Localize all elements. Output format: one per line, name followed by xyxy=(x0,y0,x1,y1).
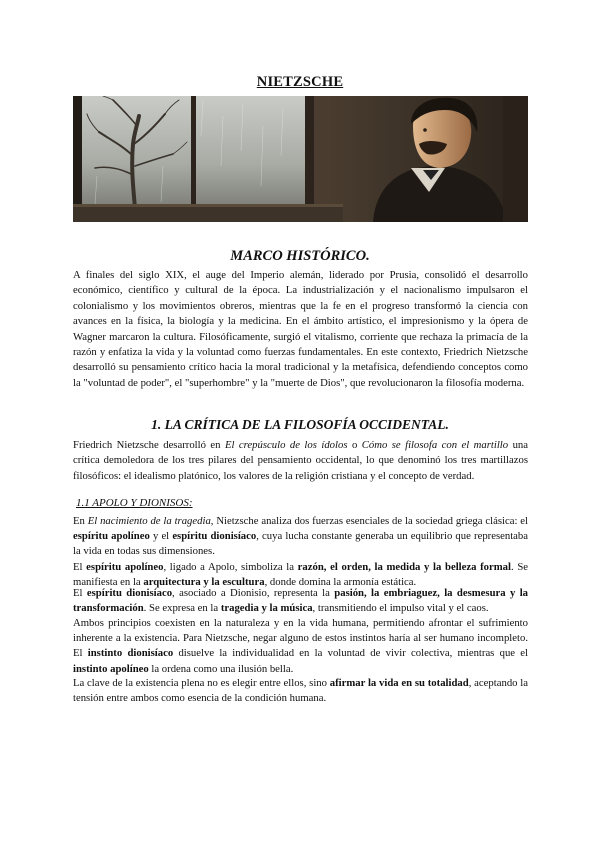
emphasis: espíritu dionisíaco xyxy=(86,587,173,599)
emphasis: instinto dionisíaco xyxy=(87,647,174,660)
text-run: El xyxy=(73,561,87,573)
text-run: , Nietzsche analiza dos fuerzas esenciales de la sociedad griega clásica: el xyxy=(210,515,529,527)
section-heading-critica: 1. LA CRÍTICA DE LA FILOSOFÍA OCCIDENTAL. xyxy=(151,417,449,432)
emphasis: afirmar la vida en su totalidad xyxy=(329,677,469,689)
nietzsche-portrait-image xyxy=(73,96,528,222)
text-run: disuelve la individualidad en la voluntad de vivir colectiva, mientras que el xyxy=(173,647,529,660)
text-run: la ordena como una ilusión bella. xyxy=(148,662,294,675)
work-title: El nacimiento de la tragedia xyxy=(87,515,211,527)
subsection-heading-apolo-dionisos: 1.1 APOLO Y DIONISOS: xyxy=(76,497,193,509)
text-run: . Se expresa en la xyxy=(143,602,221,615)
text-run: una crítica demoledora de los tres pilares del pensamiento occidental, lo que denominó los tres martillazos filosóficos: el idealismo platónico, los valores de la religión cristiana y el concepto de verdad. xyxy=(73,439,529,482)
text-run: o xyxy=(347,439,362,451)
emphasis: tragedia y la música xyxy=(220,602,313,615)
text-run: , donde domina la armonía estática. xyxy=(264,576,417,589)
paragraph-critica xyxy=(73,438,528,484)
text-run: . Se manifiesta en la xyxy=(73,561,529,589)
text-run: y el xyxy=(149,530,173,543)
emphasis: espíritu apolíneo xyxy=(86,561,164,573)
text-run: , cuya lucha constante generaba un equilibrio que representaba la vida en todas sus dimensiones. xyxy=(73,530,529,558)
work-title: El crepúsculo de los ídolos xyxy=(224,439,348,451)
text-run: , aceptando la tensión entre ambos como esencia de la condición humana. xyxy=(73,677,528,705)
text-run: , ligado a Apolo, simboliza la xyxy=(163,561,298,573)
emphasis: pasión, la embriaguez, la desmesura y la transformación xyxy=(73,587,529,615)
paragraph-apolo-dionisos-5 xyxy=(73,676,528,706)
paragraph-apolo-dionisos-3 xyxy=(73,586,528,616)
text-run: El xyxy=(73,587,87,599)
emphasis: espíritu dionisíaco xyxy=(172,530,257,543)
text-run: Friedrich Nietzsche desarrolló en xyxy=(73,439,225,451)
emphasis: arquitectura y la escultura xyxy=(143,576,265,589)
document-title: NIETZSCHE xyxy=(256,74,344,90)
section-heading-marco-historico: MARCO HISTÓRICO. xyxy=(230,248,370,264)
text-run: Ambos principios coexisten en la naturaleza y en la vida humana, permitiendo afrontar el sufrimiento inherente a la existencia. Para Nietzsche, negar alguno de estos instintos haría al ser humano incompleto. El xyxy=(73,617,528,660)
text-run: , asociado a Dionisio, representa la xyxy=(172,587,335,599)
paragraph-marco-historico: A finales del siglo XIX, el auge del Imperio alemán, liderado por Prusia, consolidó el desarrollo económico, científico y cultural de la época. La industrialización y el nacionalismo impulsaron el colonialismo y los movimientos obreros, mientras que la fe en el progreso transformó la ciencia con avances en la física, la biología y la medicina. En el ámbito artístico, el impresionismo y la ópera de Wagner marcaron la cultura. Filosóficamente, surgió el vitalismo, corriente que rechaza la primacía de la razón y enfatiza la vida y la voluntad como fuerzas fundamentales. En este contexto, Friedrich Nietzsche desarrolló su pensamiento crítico hacia la moral tradicional y la metafísica, defendiendo conceptos como la "voluntad de poder", el "superhombre" y la "muerte de Dios", que revolucionaron la filosofía moderna. xyxy=(73,269,528,389)
text-run: En xyxy=(73,515,88,527)
paragraph-apolo-dionisos-1 xyxy=(73,514,528,560)
emphasis: razón, el orden, la medida y la belleza formal xyxy=(297,561,511,573)
text-run: , transmitiendo el impulso vital y el caos. xyxy=(312,602,489,615)
emphasis: espíritu apolíneo xyxy=(73,530,150,543)
emphasis: instinto apolíneo xyxy=(73,662,149,675)
paragraph-apolo-dionisos-4 xyxy=(73,616,528,677)
work-title: Cómo se filosofa con el martillo xyxy=(361,439,509,451)
text-run: La clave de la existencia plena no es elegir entre ellos, sino xyxy=(73,677,330,689)
